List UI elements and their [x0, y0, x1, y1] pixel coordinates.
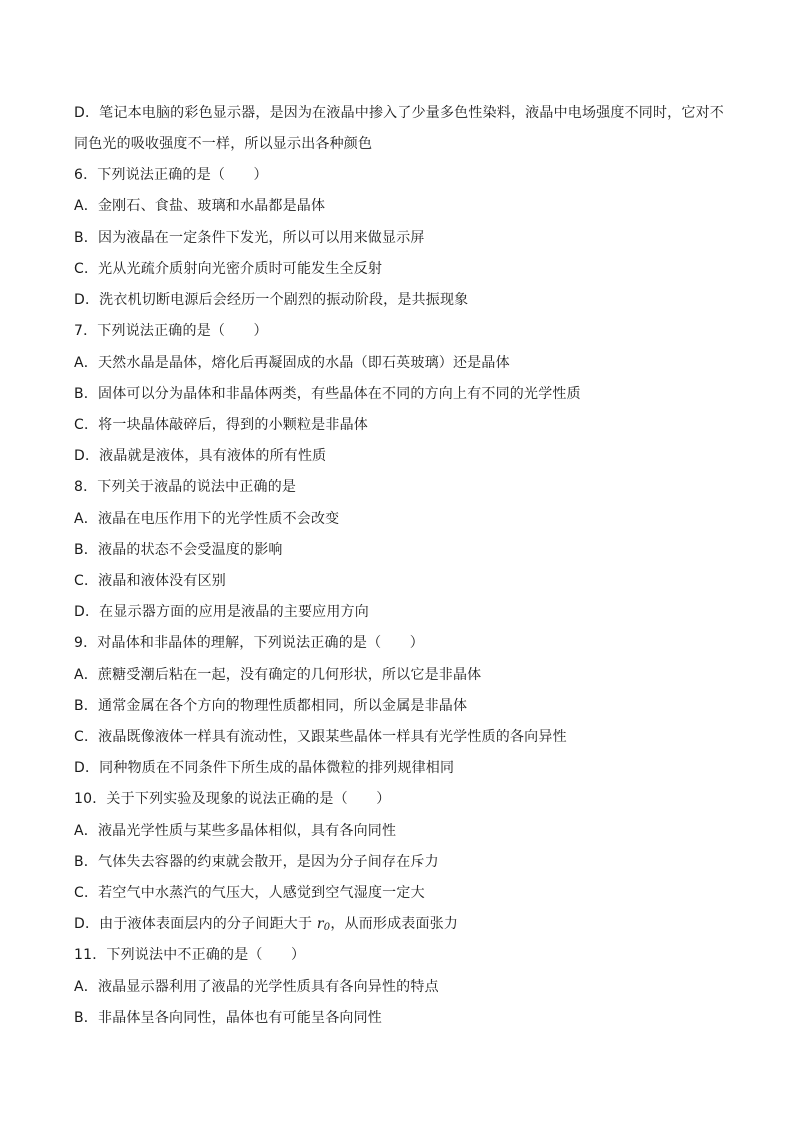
q9-option-b: B．通常金属在各个方向的物理性质都相同，所以金属是非晶体: [74, 698, 468, 714]
q8-option-d: D．在显示器方面的应用是液晶的主要应用方向: [74, 604, 369, 620]
q10-option-d: [74, 915, 734, 937]
q10-option-a: A．液晶光学性质与某些多晶体相似，具有各向同性: [74, 823, 397, 839]
q6-stem: 6．下列说法正确的是（ ）: [74, 167, 268, 183]
q6-option-c: C．光从光疏介质射向光密介质时可能发生全反射: [74, 261, 383, 277]
q9-option-d: D．同种物质在不同条件下所生成的晶体微粒的排列规律相同: [74, 760, 455, 776]
q11-stem: 11．下列说法中不正确的是（ ）: [74, 947, 306, 963]
q10-option-d-text-after: ，从而形成表面张力: [330, 916, 459, 932]
q5-option-d-line2: 同色光的吸收强度不一样，所以显示出各种颜色: [74, 136, 373, 152]
q11-option-b: B．非晶体呈各向同性，晶体也有可能呈各向同性: [74, 1010, 383, 1026]
q6-option-b: B．因为液晶在一定条件下发光，所以可以用来做显示屏: [74, 230, 425, 246]
q6-option-a: A．金刚石、食盐、玻璃和水晶都是晶体: [74, 198, 326, 214]
q10-stem: 10．关于下列实验及现象的说法正确的是（ ）: [74, 791, 391, 807]
q7-option-a: A．天然水晶是晶体，熔化后再凝固成的水晶（即石英玻璃）还是晶体: [74, 355, 510, 371]
q9-stem: 9．对晶体和非晶体的理解，下列说法正确的是（ ）: [74, 635, 424, 651]
q7-option-b: B．固体可以分为晶体和非晶体两类，有些晶体在不同的方向上有不同的光学性质: [74, 386, 581, 402]
q7-stem: 7．下列说法正确的是（ ）: [74, 323, 268, 339]
q8-option-b: B．液晶的状态不会受温度的影响: [74, 542, 283, 558]
q8-option-c: C．液晶和液体没有区别: [74, 573, 226, 589]
q9-option-c: C．液晶既像液体一样具有流动性，又跟某些晶体一样具有光学性质的各向异性: [74, 729, 567, 745]
q10-option-c: C．若空气中水蒸汽的气压大，人感觉到空气湿度一定大: [74, 885, 425, 901]
q9-option-a: A．蔗糖受潮后粘在一起，没有确定的几何形状，所以它是非晶体: [74, 667, 482, 683]
q8-option-a: A．液晶在电压作用下的光学性质不会改变: [74, 511, 340, 527]
q8-stem: 8．下列关于液晶的说法中正确的是: [74, 479, 297, 495]
q11-option-a: A．液晶显示器利用了液晶的光学性质具有各向异性的特点: [74, 979, 439, 995]
q10-option-d-text-before: D．由于液体表面层内的分子间距大于: [74, 916, 317, 932]
q7-option-c: C．将一块晶体敲碎后，得到的小颗粒是非晶体: [74, 417, 368, 433]
q7-option-d: D．液晶就是液体，具有液体的所有性质: [74, 448, 327, 464]
q5-option-d-line1: D．笔记本电脑的彩色显示器，是因为在液晶中掺入了少量多色性染料，液晶中电场强度不同时，它对不: [74, 105, 724, 121]
q6-option-d: D．洗衣机切断电源后会经历一个剧烈的振动阶段，是共振现象: [74, 292, 469, 308]
q10-option-b: B．气体失去容器的约束就会散开，是因为分子间存在斥力: [74, 854, 439, 870]
r0-subscript: 0: [323, 922, 331, 933]
r0-variable: r: [316, 916, 324, 932]
